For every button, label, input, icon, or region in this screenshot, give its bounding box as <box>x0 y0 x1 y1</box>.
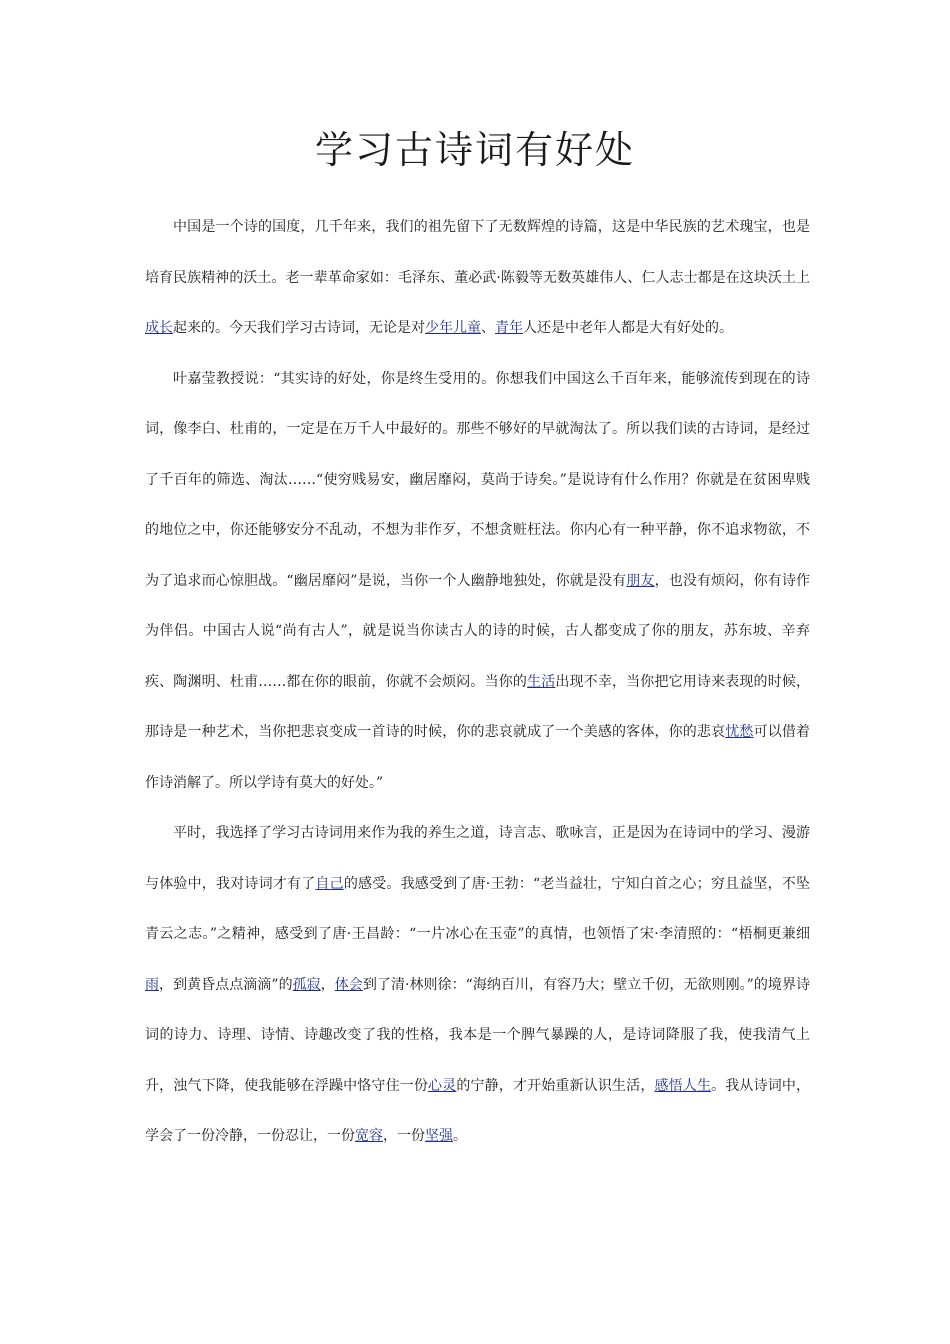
keyword-link[interactable]: 宽容 <box>355 1128 383 1144</box>
paragraph-text: ，一份 <box>383 1128 425 1144</box>
paragraph-text: 。我从诗词中，学会了一份冷静，一份忍让，一份 <box>145 1077 811 1144</box>
paragraph-3 <box>145 808 810 1162</box>
paragraph-text: 中国是一个诗的国度，几千年来，我们的祖先留下了无数辉煌的诗篇，这是中华民族的艺术瑰宝，也是培育民族精神的沃土。老一辈革命家如：毛泽东、董必武·陈毅等无数英雄伟人、仁人志士都是在这块沃土上 <box>145 219 810 286</box>
paragraph-text: 到了清·林则徐：“海纳百川，有容乃大；壁立千仞，无欲则刚。”的境界诗词的诗力、诗理、诗情、诗趣改变了我的性格，我本是一个脾气暴躁的人，是诗词降服了我，使我清气上升，浊气下降，使我能够在浮躁中恪守住一份 <box>145 976 811 1094</box>
keyword-link[interactable]: 少年儿童 <box>425 320 481 336</box>
paragraph-text: 出现不幸，当你把它用诗来表现的时候，那诗是一种艺术，当你把悲哀变成一首诗的时候，你的悲哀就成了一个美感的客体，你的悲哀 <box>145 673 811 740</box>
keyword-link[interactable]: 坚强 <box>425 1128 453 1144</box>
keyword-link[interactable]: 孤寂 <box>292 976 321 993</box>
keyword-link[interactable]: 成长 <box>145 320 173 336</box>
keyword-link[interactable]: 自己 <box>315 875 344 892</box>
keyword-link[interactable]: 感悟人生 <box>654 1077 712 1094</box>
paragraph-text: ，到黄昏点点滴滴”的 <box>159 976 293 993</box>
paragraph-2 <box>145 354 810 809</box>
paragraph-text: 叶嘉莹教授说：“其实诗的好处，你是终生受用的。你想我们中国这么千百年来，能够流传到现在的诗词，像李白、杜甫的，一定是在万千人中最好的。那些不够好的早就淘汰了。所以我们读的古诗词，是经过了千百年的筛选、淘汰……“使穷贱易安，幽居靡闷，莫尚于诗矣。”是说诗有什么作用？你就是在贫困卑贱的地位之中，你还能够安分不乱动，不想为非作歹，不想贪赃枉法。你内心有一种平静，你不追求物欲，不为了追求而心惊胆战。“幽居靡闷”是说，当你一个人幽静地独处，你就是没有 <box>145 370 810 589</box>
document-body <box>145 202 810 1162</box>
keyword-link[interactable]: 忧愁 <box>725 724 754 740</box>
paragraph-text: ，也没有烦闷，你有诗作为伴侣。中国古人说“尚有古人”，就是说当你读古人的诗的时候，古人都变成了你的朋友，苏东坡、辛弃疾、陶渊明、杜甫……都在你的眼前，你就不会烦闷。当你的 <box>145 572 811 690</box>
paragraph-text: 的宁静，才开始重新认识生活， <box>456 1077 655 1094</box>
paragraph-text: 平时，我选择了学习古诗词用来作为我的养生之道，诗言志、歌咏言，正是因为在诗词中的学习、漫游与体验中，我对诗词才有了 <box>145 825 810 892</box>
paragraph-text: 可以借着作诗消解了。所以学诗有莫大的好处。” <box>145 724 811 791</box>
paragraph-text: 人还是中老年人都是大有好处的。 <box>523 320 733 336</box>
paragraph-text: ， <box>320 976 335 993</box>
keyword-link[interactable]: 朋友 <box>626 572 655 589</box>
paragraph-text: 、 <box>481 320 495 336</box>
page-title: 学习古诗词有好处 <box>314 128 635 172</box>
keyword-link[interactable]: 体会 <box>334 976 363 993</box>
keyword-link[interactable]: 心灵 <box>428 1077 457 1094</box>
paragraph-1 <box>145 202 810 354</box>
keyword-link[interactable]: 青年 <box>495 320 523 336</box>
paragraph-text: 。 <box>453 1128 467 1144</box>
keyword-link[interactable]: 雨 <box>145 976 160 993</box>
keyword-link[interactable]: 生活 <box>527 673 556 690</box>
paragraph-text: 的感受。我感受到了唐·王勃：“老当益壮，宁知白首之心；穷且益坚，不坠青云之志。”之精神，感受到了唐·王昌龄：“一片冰心在玉壶”的真情，也领悟了宋·李清照的：“梧桐更兼细 <box>145 875 811 942</box>
paragraph-text: 起来的。今天我们学习古诗词，无论是对 <box>173 320 425 336</box>
